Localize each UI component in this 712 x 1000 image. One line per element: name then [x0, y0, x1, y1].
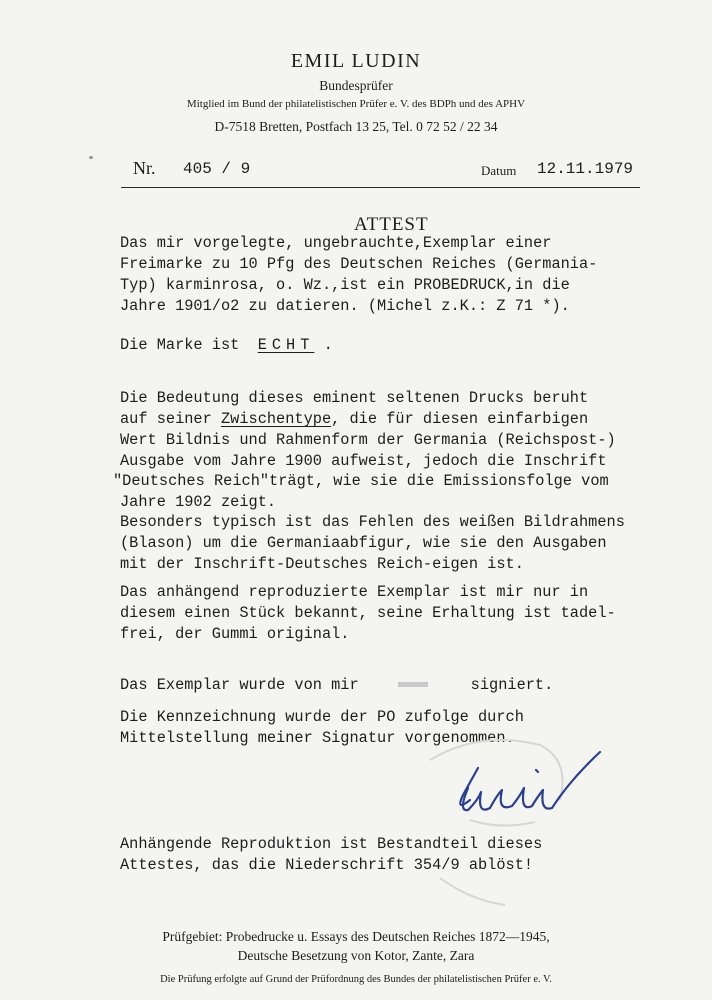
type-prefix: auf seiner [120, 410, 212, 428]
signed-suffix: signiert. [470, 676, 554, 694]
examiner-name: EMIL LUDIN [290, 50, 422, 72]
authenticity-prefix: Die Marke ist [120, 336, 240, 354]
intermediate-type: Zwischentype [220, 410, 332, 428]
address-line: D-7518 Bretten, Postfach 13 25, Tel. 0 72 52 / 22 34 [214, 119, 498, 134]
body-line: Das mir vorgelegte, ungebrauchte,Exemplar einer [120, 234, 552, 252]
body-line: mit der Inschrift-Deutsches Reich-eigen ist. [120, 555, 524, 573]
body-line: Freimarke zu 10 Pfg des Deutschen Reiches (Germania- [120, 255, 598, 273]
authenticity-verdict: ECHT [257, 336, 315, 354]
body-line: Das anhängend reproduzierte Exemplar ist mir nur in [120, 583, 589, 601]
body-line: (Blason) um die Germaniaabfigur, wie sie den Ausgaben [120, 534, 607, 552]
date-value: 12.11.1979 [537, 160, 634, 178]
nr-label: Nr. [133, 158, 156, 178]
body-line: Besonders typisch ist das Fehlen des weißen Bildrahmens [120, 513, 625, 531]
body-line: Wert Bildnis und Rahmenform der Germania (Reichspost-) [120, 431, 616, 449]
scope-line-2: Deutsche Besetzung von Kotor, Zante, Zara [237, 948, 475, 963]
body-line: "Deutsches Reich"trägt, wie sie die Emissionsfolge vom [113, 472, 609, 490]
handwritten-signature-icon [460, 752, 600, 810]
date-label: Datum [481, 163, 517, 178]
body-line: Mittelstellung meiner Signatur vorgenommen. [120, 729, 515, 747]
signed-prefix: Das Exemplar wurde von mir [120, 676, 359, 694]
body-line: Jahre 1902 zeigt. [120, 493, 277, 511]
type-suffix: , die für diesen einfarbigen [331, 410, 589, 428]
body-line: Die Bedeutung dieses eminent seltenen Drucks beruht [120, 389, 589, 407]
membership-line: Mitglied im Bund der philatelistischen Prüfer e. V. des BDPh und des APHV [186, 98, 526, 110]
body-line: Ausgabe vom Jahre 1900 aufweist, jedoch die Inschrift [120, 452, 607, 470]
regulation-line: Die Prüfung erfolgte auf Grund der Prüfordnung des Bundes der philatelistischen Prüfer e. V. [160, 974, 552, 985]
attest-title: ATTEST [354, 214, 429, 235]
authenticity-suffix: . [323, 336, 333, 354]
body-line: Attestes, das die Niederschrift 354/9 ablöst! [120, 856, 534, 874]
examiner-title: Bundesprüfer [319, 78, 393, 93]
body-line: Jahre 1901/o2 zu datieren. (Michel z.K.: Z 71 *). [120, 297, 570, 315]
body-line: frei, der Gummi original. [120, 625, 350, 643]
body-line: Die Kennzeichnung wurde der PO zufolge durch [120, 708, 524, 726]
body-line: diesem einen Stück bekannt, seine Erhaltung ist tadel- [120, 604, 616, 622]
body-line: Typ) karminrosa, o. Wz.,ist ein PROBEDRUCK,in die [120, 276, 570, 294]
body-line: Anhängende Reproduktion ist Bestandteil dieses [120, 835, 543, 853]
nr-value: 405 / 9 [183, 160, 251, 178]
scope-line: Prüfgebiet: Probedrucke u. Essays des Deutschen Reiches 1872—1945, [162, 929, 550, 944]
faint-stamp-icon [430, 740, 563, 905]
